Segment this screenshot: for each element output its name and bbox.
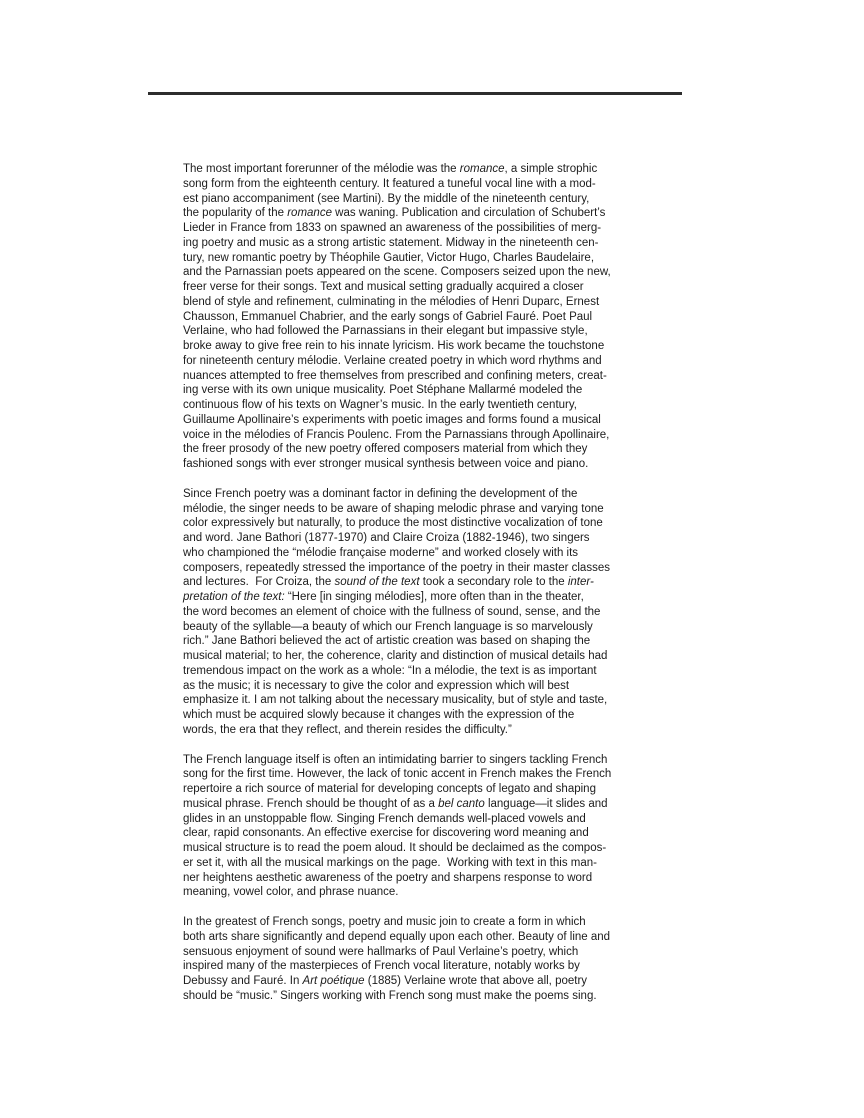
text-line xyxy=(183,398,673,413)
text-line xyxy=(183,634,673,649)
text-segment: voice in the mélodies of Francis Poulenc. From the Parnassians through Apollinaire, xyxy=(183,428,610,441)
text-segment: the word becomes an element of choice with the fullness of sound, sense, and the xyxy=(183,605,601,618)
italic-text-segment: inter- xyxy=(567,576,594,589)
text-line xyxy=(183,280,673,295)
text-segment: ing verse with its own unique musicality. Poet Stéphane Mallarmé modeled the xyxy=(183,384,583,397)
text-segment: glides in an unstoppable flow. Singing French demands well-placed vowels and xyxy=(183,812,586,825)
text-line xyxy=(183,457,673,472)
text-segment: and lectures. For Croiza, the xyxy=(183,576,335,589)
text-segment: composers, repeatedly stressed the importance of the poetry in their master classes xyxy=(183,561,610,574)
italic-text-segment: Art poétique xyxy=(302,975,365,987)
text-segment: sensuous enjoyment of sound were hallmarks of Paul Verlaine’s poetry, which xyxy=(183,945,579,958)
text-line xyxy=(183,236,673,251)
text-segment: clear, rapid consonants. An effective exercise for discovering word meaning and xyxy=(183,827,589,840)
text-line xyxy=(183,590,673,605)
text-line xyxy=(183,797,673,812)
text-segment: repertoire a rich source of material for developing concepts of legato and shaping xyxy=(183,783,596,795)
text-line xyxy=(183,192,673,207)
text-line xyxy=(183,856,673,871)
text-line xyxy=(183,251,673,266)
text-line xyxy=(183,516,673,531)
text-segment: , a simple strophic xyxy=(504,163,598,175)
text-line xyxy=(183,812,673,827)
text-line xyxy=(183,945,673,960)
text-segment: musical material; to her, the coherence, clarity and distinction of musical details had xyxy=(183,650,608,662)
text-line xyxy=(183,664,673,679)
text-segment: Lieder in France from 1833 on spawned an awareness of the possibilities of merg- xyxy=(183,222,602,234)
text-segment: freer verse for their songs. Text and musical setting gradually acquired a closer xyxy=(183,281,584,293)
text-segment: for nineteenth century mélodie. Verlaine created poetry in which word rhythms and xyxy=(183,354,602,367)
text-line xyxy=(183,649,673,664)
text-segment: est piano accompaniment (see Martini). By the middle of the nineteenth century, xyxy=(183,192,590,205)
text-line xyxy=(183,295,673,310)
text-segment: tury, new romantic poetry by Théophile Gautier, Victor Hugo, Charles Baudelaire, xyxy=(183,251,595,264)
text-line xyxy=(183,782,673,797)
text-segment: who championed the “mélodie française moderne” and worked closely with its xyxy=(183,546,579,559)
text-segment: fashioned songs with ever stronger musical synthesis between voice and piano. xyxy=(183,458,589,470)
text-line xyxy=(183,487,673,502)
text-line xyxy=(183,324,673,339)
text-line xyxy=(183,753,673,768)
paragraph-1 xyxy=(183,162,673,472)
text-line xyxy=(183,974,673,989)
text-line xyxy=(183,177,673,192)
top-rule xyxy=(148,92,682,95)
text-segment: ner heightens aesthetic awareness of the poetry and sharpens response to word xyxy=(183,871,593,884)
italic-text-segment: romance xyxy=(287,207,332,220)
text-segment: the popularity of the xyxy=(183,207,288,220)
text-line xyxy=(183,605,673,620)
italic-text-segment: romance xyxy=(459,163,505,175)
text-line xyxy=(183,369,673,384)
text-segment: blend of style and refinement, culminating in the mélodies of Henri Duparc, Ernest xyxy=(183,295,600,308)
text-segment: rich.” Jane Bathori believed the act of artistic creation was based on shaping the xyxy=(183,635,591,648)
text-line xyxy=(183,383,673,398)
text-line xyxy=(183,162,673,177)
text-segment: mélodie, the singer needs to be aware of shaping melodic phrase and varying tone xyxy=(183,502,604,515)
text-segment: In the greatest of French songs, poetry and music join to create a form in which xyxy=(183,916,586,928)
text-line xyxy=(183,767,673,782)
text-line xyxy=(183,959,673,974)
paragraph-2 xyxy=(183,487,673,738)
italic-text-segment: sound of the text xyxy=(334,576,420,589)
text-line xyxy=(183,502,673,517)
text-line xyxy=(183,723,673,738)
text-segment: should be “music.” Singers working with French song must make the poems sing. xyxy=(183,989,597,1002)
text-line xyxy=(183,413,673,428)
text-segment: Chausson, Emmanuel Chabrier, and the early songs of Gabriel Fauré. Poet Paul xyxy=(183,310,593,323)
text-segment: tremendous impact on the work as a whole: “In a mélodie, the text is as important xyxy=(183,664,597,677)
text-segment: (1885) Verlaine wrote that above all, poetry xyxy=(364,975,588,987)
text-line xyxy=(183,679,673,694)
text-segment: was waning. Publication and circulation of Schubert’s xyxy=(331,207,606,220)
text-segment: The most important forerunner of the mélodie was the xyxy=(183,163,460,175)
text-segment: took a secondary role to the xyxy=(419,576,568,589)
text-segment: er set it, with all the musical markings on the page. Working with text in this man- xyxy=(183,856,597,869)
text-segment: meaning, vowel color, and phrase nuance. xyxy=(183,886,399,899)
text-segment: and the Parnassian poets appeared on the scene. Composers seized upon the new, xyxy=(183,266,611,279)
text-segment: continuous flow of his texts on Wagner’s music. In the early twentieth century, xyxy=(183,399,577,411)
text-segment: The French language itself is often an intimidating barrier to singers tackling French xyxy=(183,753,608,766)
italic-text-segment: pretation of the text: xyxy=(183,591,285,603)
text-segment: musical phrase. French should be thought of as a xyxy=(183,797,439,810)
text-segment: musical structure is to read the poem aloud. It should be declaimed as the compos- xyxy=(183,842,607,854)
text-segment: color expressively but naturally, to produce the most distinctive vocalization of tone xyxy=(183,517,603,530)
text-segment: inspired many of the masterpieces of French vocal literature, notably works by xyxy=(183,960,580,973)
text-line xyxy=(183,871,673,886)
text-segment: Guillaume Apollinaire’s experiments with poetic images and forms found a musical xyxy=(183,413,601,426)
text-segment: and word. Jane Bathori (1877-1970) and Claire Croiza (1882-1946), two singers xyxy=(183,532,590,544)
text-line xyxy=(183,693,673,708)
text-segment: song form from the eighteenth century. It featured a tuneful vocal line with a mod- xyxy=(183,177,596,190)
text-segment: “Here [in singing mélodies], more often than in the theater, xyxy=(284,591,584,603)
text-line xyxy=(183,428,673,443)
paragraph-4 xyxy=(183,915,673,1004)
text-line xyxy=(183,531,673,546)
text-line xyxy=(183,265,673,280)
text-line xyxy=(183,206,673,221)
text-segment: Since French poetry was a dominant factor in defining the development of the xyxy=(183,487,578,500)
text-segment: nuances attempted to free themselves from prescribed and confining meters, creat- xyxy=(183,369,607,382)
text-segment: Verlaine, who had followed the Parnassians in their elegant but impassive style, xyxy=(183,325,588,338)
text-line xyxy=(183,354,673,369)
text-line xyxy=(183,561,673,576)
text-line xyxy=(183,989,673,1004)
text-segment: beauty of the syllable—a beauty of which our French language is so marvelously xyxy=(183,620,593,633)
text-segment: as the music; it is necessary to give the color and expression which will best xyxy=(183,679,570,692)
text-line xyxy=(183,885,673,900)
text-line xyxy=(183,826,673,841)
text-segment: language—it slides and xyxy=(484,797,608,810)
text-line xyxy=(183,930,673,945)
italic-text-segment: bel canto xyxy=(438,797,485,810)
text-line xyxy=(183,221,673,236)
text-segment: which must be acquired slowly because it changes with the expression of the xyxy=(183,709,575,721)
paragraph-3 xyxy=(183,753,673,901)
text-segment: emphasize it. I am not talking about the necessary musicality, but of style and taste, xyxy=(183,694,608,707)
text-line xyxy=(183,708,673,723)
text-line xyxy=(183,915,673,930)
text-segment: words, the era that they reflect, and therein resides the difficulty.” xyxy=(183,723,512,736)
text-line xyxy=(183,442,673,457)
text-segment: both arts share significantly and depend equally upon each other. Beauty of line and xyxy=(183,930,611,943)
text-line xyxy=(183,575,673,590)
text-line xyxy=(183,339,673,354)
text-segment: Debussy and Fauré. In xyxy=(183,975,303,987)
text-segment: song for the first time. However, the lack of tonic accent in French makes the French xyxy=(183,768,612,781)
text-line xyxy=(183,841,673,856)
text-line xyxy=(183,620,673,635)
body-text xyxy=(183,162,673,1019)
text-segment: ing poetry and music as a strong artistic statement. Midway in the nineteenth cen- xyxy=(183,236,599,249)
text-segment: broke away to give free rein to his innate lyricism. His work became the touchstone xyxy=(183,340,605,352)
text-line xyxy=(183,310,673,325)
text-line xyxy=(183,546,673,561)
text-segment: the freer prosody of the new poetry offered composers material from which they xyxy=(183,443,588,456)
